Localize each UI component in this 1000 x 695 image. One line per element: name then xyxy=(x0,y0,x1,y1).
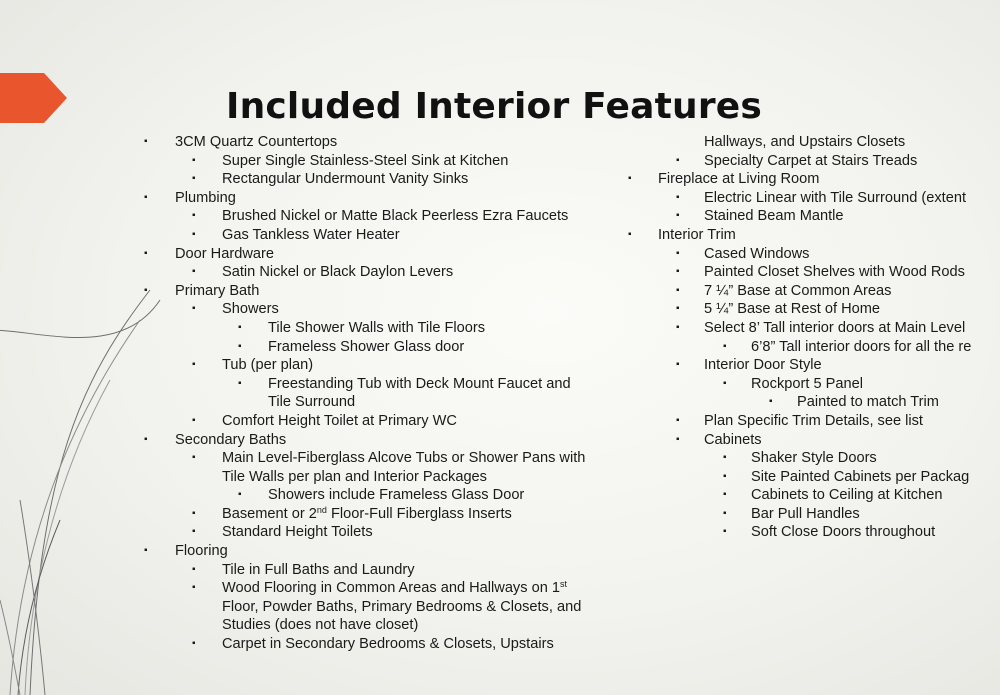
square-bullet-icon: ▪ xyxy=(723,489,727,501)
feature-item xyxy=(628,152,1000,171)
feature-item xyxy=(628,393,1000,412)
square-bullet-icon: ▪ xyxy=(676,433,680,445)
square-bullet-icon: ▪ xyxy=(192,452,196,464)
square-bullet-icon: ▪ xyxy=(144,284,148,296)
feature-text: Floor, Powder Baths, Primary Bedrooms & Closets, and xyxy=(222,598,582,615)
feature-item xyxy=(628,449,1000,468)
square-bullet-icon: ▪ xyxy=(769,396,773,408)
feature-item xyxy=(144,468,624,487)
feature-text: 5 ¼” Base at Rest of Home xyxy=(704,301,881,318)
feature-text: Painted to match Trim xyxy=(797,394,939,411)
feature-item xyxy=(628,468,1000,487)
square-bullet-icon: ▪ xyxy=(238,321,242,333)
feature-item xyxy=(144,133,624,152)
square-bullet-icon: ▪ xyxy=(238,489,242,501)
feature-text: Cabinets to Ceiling at Kitchen xyxy=(751,487,943,504)
feature-text: Soft Close Doors throughout xyxy=(751,524,936,541)
square-bullet-icon: ▪ xyxy=(628,173,632,185)
square-bullet-icon: ▪ xyxy=(144,247,148,259)
square-bullet-icon: ▪ xyxy=(628,228,632,240)
square-bullet-icon: ▪ xyxy=(676,191,680,203)
feature-text: Site Painted Cabinets per Packag xyxy=(751,468,970,485)
square-bullet-icon: ▪ xyxy=(192,228,196,240)
feature-item xyxy=(144,356,624,375)
feature-text: Studies (does not have closet) xyxy=(222,617,419,634)
feature-text: Flooring xyxy=(175,543,228,560)
feature-item xyxy=(144,152,624,171)
square-bullet-icon: ▪ xyxy=(192,154,196,166)
square-bullet-icon: ▪ xyxy=(192,563,196,575)
features-right-column xyxy=(628,133,1000,542)
feature-item xyxy=(628,170,1000,189)
feature-text: Electric Linear with Tile Surround (extent xyxy=(704,189,966,206)
feature-text: Standard Height Toilets xyxy=(222,524,373,541)
feature-item xyxy=(144,189,624,208)
square-bullet-icon: ▪ xyxy=(676,266,680,278)
feature-item xyxy=(144,431,624,450)
feature-item xyxy=(144,598,624,617)
feature-text: Cabinets xyxy=(704,431,762,448)
square-bullet-icon: ▪ xyxy=(192,210,196,222)
feature-item xyxy=(144,300,624,319)
feature-item xyxy=(144,207,624,226)
feature-text: Primary Bath xyxy=(175,282,260,299)
feature-text: Rectangular Undermount Vanity Sinks xyxy=(222,171,469,188)
feature-text: Tile Walls per plan and Interior Packages xyxy=(222,468,487,485)
square-bullet-icon: ▪ xyxy=(192,266,196,278)
square-bullet-icon: ▪ xyxy=(676,210,680,222)
square-bullet-icon: ▪ xyxy=(192,173,196,185)
feature-text: 6’8” Tall interior doors for all the re xyxy=(751,338,972,355)
feature-item xyxy=(628,505,1000,524)
feature-text: Tile in Full Baths and Laundry xyxy=(222,561,415,578)
ordinal-suffix: nd xyxy=(316,504,327,515)
square-bullet-icon: ▪ xyxy=(192,507,196,519)
square-bullet-icon: ▪ xyxy=(238,377,242,389)
feature-item xyxy=(144,226,624,245)
feature-text: Satin Nickel or Black Daylon Levers xyxy=(222,264,454,281)
square-bullet-icon: ▪ xyxy=(723,377,727,389)
square-bullet-icon: ▪ xyxy=(676,321,680,333)
square-bullet-icon: ▪ xyxy=(144,433,148,445)
square-bullet-icon: ▪ xyxy=(723,507,727,519)
square-bullet-icon: ▪ xyxy=(192,526,196,538)
feature-item xyxy=(144,263,624,282)
feature-text: Interior Door Style xyxy=(704,357,822,374)
feature-text: Select 8’ Tall interior doors at Main Level xyxy=(704,319,966,336)
feature-item xyxy=(144,505,624,524)
feature-item xyxy=(144,579,624,598)
feature-text: Tub (per plan) xyxy=(222,357,314,374)
feature-item xyxy=(628,375,1000,394)
feature-text: Cased Windows xyxy=(704,245,810,262)
feature-text: Carpet in Secondary Bedrooms & Closets, Upstairs xyxy=(222,636,554,653)
feature-text: Plan Specific Trim Details, see list xyxy=(704,412,923,429)
feature-item xyxy=(144,561,624,580)
feature-text: Gas Tankless Water Heater xyxy=(222,226,400,243)
square-bullet-icon: ▪ xyxy=(192,359,196,371)
square-bullet-icon: ▪ xyxy=(676,247,680,259)
square-bullet-icon: ▪ xyxy=(238,340,242,352)
feature-item xyxy=(628,189,1000,208)
feature-text: Interior Trim xyxy=(658,226,736,243)
feature-text: 3CM Quartz Countertops xyxy=(175,134,338,150)
feature-item xyxy=(628,523,1000,542)
feature-text: Hallways, and Upstairs Closets xyxy=(704,134,906,150)
feature-text: Door Hardware xyxy=(175,245,274,262)
square-bullet-icon: ▪ xyxy=(676,359,680,371)
feature-item xyxy=(144,338,624,357)
square-bullet-icon: ▪ xyxy=(192,638,196,650)
feature-item xyxy=(628,207,1000,226)
feature-item xyxy=(628,319,1000,338)
feature-text: Fireplace at Living Room xyxy=(658,171,820,188)
feature-text: Frameless Shower Glass door xyxy=(268,338,465,355)
square-bullet-icon: ▪ xyxy=(723,470,727,482)
feature-text: Showers xyxy=(222,301,279,318)
feature-text: Specialty Carpet at Stairs Treads xyxy=(704,152,918,169)
square-bullet-icon: ▪ xyxy=(723,526,727,538)
feature-text: Comfort Height Toilet at Primary WC xyxy=(222,412,457,429)
feature-text: 7 ¼” Base at Common Areas xyxy=(704,282,892,299)
feature-text: Tile Shower Walls with Tile Floors xyxy=(268,319,486,336)
feature-item xyxy=(628,226,1000,245)
feature-text: Shaker Style Doors xyxy=(751,450,877,467)
feature-item xyxy=(628,356,1000,375)
feature-text: Basement or 2nd Floor-Full Fiberglass Inserts xyxy=(222,504,512,522)
square-bullet-icon: ▪ xyxy=(192,582,196,594)
feature-item xyxy=(144,486,624,505)
feature-item xyxy=(628,412,1000,431)
feature-text: Freestanding Tub with Deck Mount Faucet and xyxy=(268,375,571,392)
feature-text: Stained Beam Mantle xyxy=(704,208,844,225)
feature-text: Bar Pull Handles xyxy=(751,505,860,522)
feature-item xyxy=(628,300,1000,319)
feature-text: Wood Flooring in Common Areas and Hallways on 1st xyxy=(222,579,568,597)
feature-item xyxy=(144,449,624,468)
square-bullet-icon: ▪ xyxy=(192,303,196,315)
square-bullet-icon: ▪ xyxy=(144,191,148,203)
slide-title: Included Interior Features xyxy=(225,86,763,127)
square-bullet-icon: ▪ xyxy=(723,452,727,464)
square-bullet-icon: ▪ xyxy=(676,154,680,166)
square-bullet-icon: ▪ xyxy=(144,545,148,557)
feature-text: Plumbing xyxy=(175,189,236,206)
square-bullet-icon: ▪ xyxy=(676,414,680,426)
feature-text: Rockport 5 Panel xyxy=(751,375,863,392)
square-bullet-icon: ▪ xyxy=(676,303,680,315)
feature-text: Showers include Frameless Glass Door xyxy=(268,487,525,504)
square-bullet-icon: ▪ xyxy=(144,136,148,147)
feature-item xyxy=(628,431,1000,450)
feature-text: Brushed Nickel or Matte Black Peerless Ezra Faucets xyxy=(222,208,569,225)
features-left-column xyxy=(144,133,624,654)
feature-item xyxy=(144,616,624,635)
feature-text: Tile Surround xyxy=(268,394,356,411)
feature-item xyxy=(144,170,624,189)
feature-item xyxy=(628,338,1000,357)
square-bullet-icon: ▪ xyxy=(676,284,680,296)
feature-item xyxy=(144,393,624,412)
feature-item xyxy=(144,523,624,542)
feature-item xyxy=(144,319,624,338)
feature-item xyxy=(628,133,1000,152)
feature-item xyxy=(144,412,624,431)
feature-item xyxy=(628,263,1000,282)
square-bullet-icon: ▪ xyxy=(723,340,727,352)
feature-text: Super Single Stainless-Steel Sink at Kitchen xyxy=(222,152,509,169)
feature-text: Secondary Baths xyxy=(175,431,287,448)
ordinal-suffix: st xyxy=(560,579,568,590)
feature-item xyxy=(144,635,624,654)
feature-item xyxy=(144,375,624,394)
feature-item xyxy=(144,542,624,561)
feature-item xyxy=(144,245,624,264)
feature-item xyxy=(144,282,624,301)
feature-text: Painted Closet Shelves with Wood Rods xyxy=(704,264,965,281)
square-bullet-icon: ▪ xyxy=(192,414,196,426)
feature-item xyxy=(628,245,1000,264)
feature-text: Main Level-Fiberglass Alcove Tubs or Shower Pans with xyxy=(222,450,586,467)
feature-item xyxy=(628,486,1000,505)
feature-item xyxy=(628,282,1000,301)
